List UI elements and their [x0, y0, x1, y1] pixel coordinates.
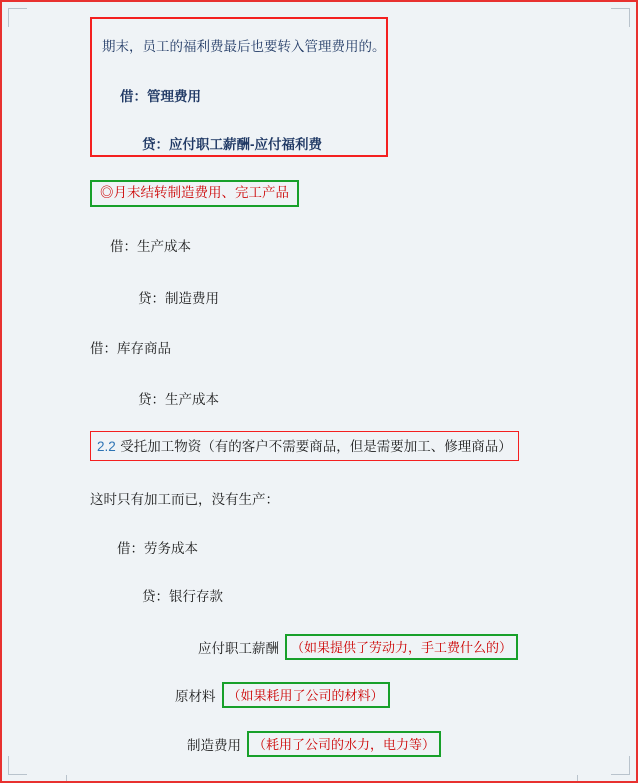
note-row-raw-materials: [175, 682, 390, 708]
note-row-raw-materials-note: （如果耗用了公司的材料）: [222, 682, 390, 708]
section-body-line-3: 贷：银行存款: [142, 589, 223, 604]
green-heading-text: ◎月末结转制造费用、完工产品: [100, 185, 289, 200]
entry-line-3: 借：库存商品: [90, 341, 171, 356]
note-row-payroll: [198, 634, 518, 660]
welfare-expense-description: 期末，员工的福利费最后也要转入管理费用的。: [102, 39, 386, 54]
note-row-payroll-label: 应付职工薪酬: [198, 641, 279, 656]
note-row-manufacturing-overhead-label: 制造费用: [187, 738, 241, 753]
section-title: 受托加工物资（有的客户不需要商品，但是需要加工、修理商品）: [120, 439, 512, 454]
welfare-expense-debit-entry: 借：管理费用: [120, 89, 201, 104]
highlighted-block-welfare-expense: [90, 17, 388, 157]
section-number: 2.2: [97, 439, 116, 454]
section-heading-box: [90, 431, 519, 461]
welfare-expense-credit-entry: 贷：应付职工薪酬-应付福利费: [142, 137, 322, 152]
entry-line-4: 贷：生产成本: [138, 392, 219, 407]
green-heading-box: [90, 180, 299, 207]
document-body: [2, 2, 636, 781]
note-row-manufacturing-overhead: [187, 731, 441, 757]
page-bottom-edge: [66, 775, 578, 781]
note-row-manufacturing-overhead-note: （耗用了公司的水力，电力等）: [247, 731, 441, 757]
entry-line-2: 贷：制造费用: [138, 291, 219, 306]
note-row-raw-materials-label: 原材料: [175, 689, 216, 704]
entry-line-1: 借：生产成本: [110, 239, 191, 254]
note-row-payroll-note: （如果提供了劳动力，手工费什么的）: [285, 634, 518, 660]
section-body-line-2: 借：劳务成本: [117, 541, 198, 556]
section-body-line-1: 这时只有加工而已，没有生产：: [90, 492, 279, 507]
